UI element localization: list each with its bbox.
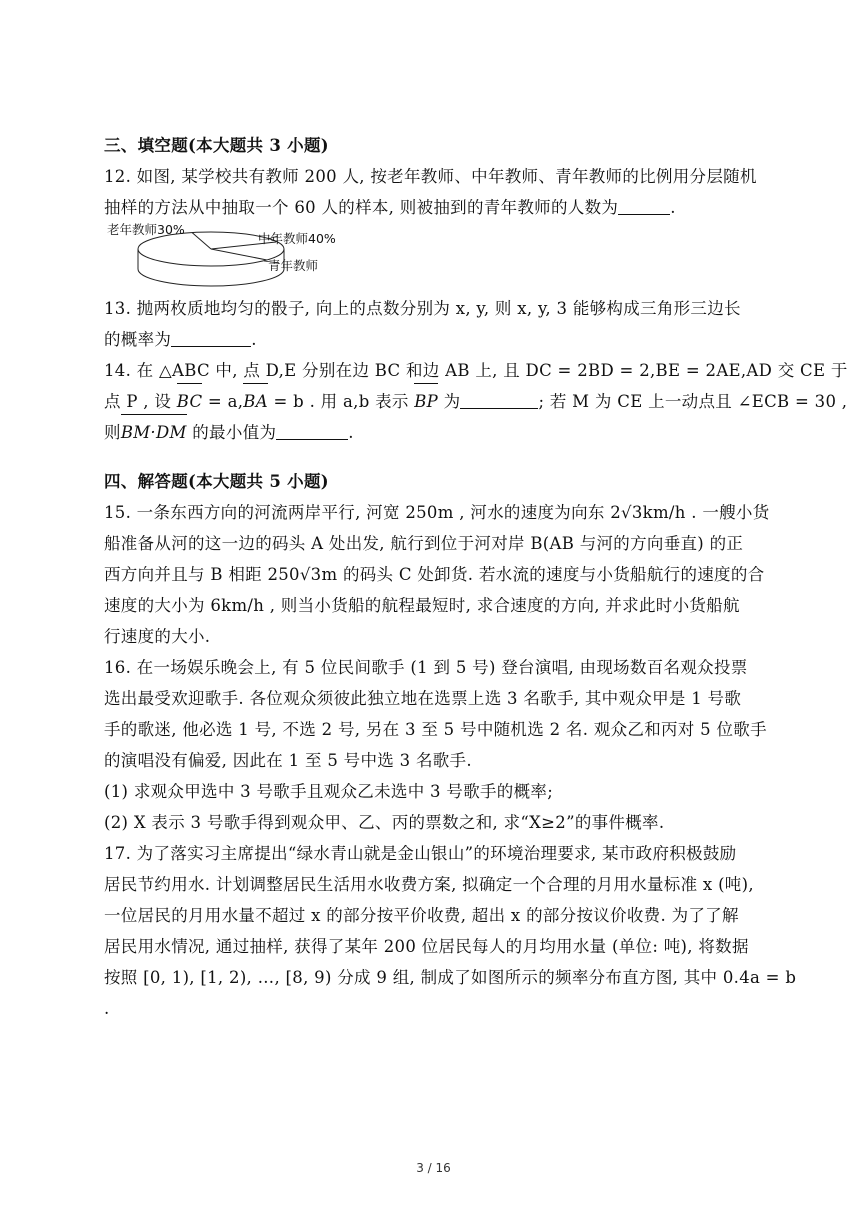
q14-line2 (104, 386, 848, 417)
pie-label-middle: 中年教师40% (258, 231, 336, 246)
q13-line1: 13. 抛两枚质地均匀的骰子, 向上的点数分别为 x, y, 则 x, y, 3 能够构成三角形三边长 (104, 299, 741, 318)
q17-line5: 按照 [0, 1), [1, 2), …, [8, 9) 分成 9 组, 制成了如图所示的频率分布直方图, 其中 0.4a = b (104, 968, 797, 987)
q14-line3 (104, 417, 764, 448)
q12-line2 (104, 192, 764, 223)
q12-answer-blank (618, 198, 670, 215)
q13-line2-end: . (251, 330, 257, 349)
q15-line3: 西方向并且与 B 相距 250√3m 的码头 C 处卸货. 若水流的速度与小货船航行的速度的合 (104, 565, 765, 584)
page-content (104, 130, 848, 1024)
q17-line4: 居民用水情况, 通过抽样, 获得了某年 200 位居民每人的月均用水量 (单位: 吨), 将数据 (104, 937, 749, 956)
q16-line2: 选出最受欢迎歌手. 各位观众须彼此独立地在选票上选 3 名歌手, 其中观众甲是 1 号歌 (104, 689, 742, 708)
pie-label-young: 青年教师 (268, 258, 319, 273)
pie-label-old: 老年教师30% (107, 222, 185, 237)
q14-l2c: = a, (202, 392, 244, 411)
q17-line3: 一位居民的月用水量不超过 x 的部分按平价收费, 超出 x 的部分按议价收费. 为了了解 (104, 906, 739, 925)
q13-answer-blank (171, 330, 251, 347)
section4-heading: 四、解答题(本大题共 5 小题) (104, 472, 329, 491)
section3-heading: 三、填空题(本大题共 3 小题) (104, 136, 329, 155)
q14-answer-blank-2 (276, 423, 348, 440)
q12-line1: 12. 如图, 某学校共有教师 200 人, 按老年教师、中年教师、青年教师的比例用分层随机 (104, 167, 757, 186)
q14-answer-blank-1 (460, 392, 538, 409)
q14-l3a: 则 (104, 423, 121, 442)
q15-line1: 15. 一条东西方向的河流两岸平行, 河宽 250m , 河水的速度为向东 2√3km/h . 一艘小货 (104, 503, 770, 522)
q12-pie-figure (104, 223, 764, 293)
q16-line4: 的演唱没有偏爱, 因此在 1 至 5 号中选 3 名歌手. (104, 751, 472, 770)
q16-part1: (1) 求观众甲选中 3 号歌手且观众乙未选中 3 号歌手的概率; (104, 782, 554, 801)
q16-part2: (2) X 表示 3 号歌手得到观众甲、乙、丙的票数之和, 求“X≥2”的事件概率. (104, 813, 665, 832)
vector-bp: BP (414, 386, 438, 417)
q15-line2: 船准备从河的这一边的码头 A 处出发, 航行到位于河对岸 B(AB 与河的方向垂直) 的正 (104, 534, 744, 553)
q14-line1: 14. 在 △ABC 中, 点 D,E 分别在边 BC 和边 AB 上, 且 DC = 2BD = 2,BE = 2AE,AD 交 CE 于 (104, 361, 848, 380)
q12-line2-end: . (670, 198, 676, 217)
q14-l2a: 点 P , 设 (104, 392, 172, 411)
section-gap (104, 448, 764, 466)
vector-bc: BC (177, 386, 203, 417)
q13-line2 (104, 324, 764, 355)
q13-line2-text: 的概率为 (104, 330, 172, 349)
q12-line2-text: 抽样的方法从中抽取一个 60 人的样本, 则被抽到的青年教师的人数为 (104, 198, 619, 217)
q14-l2e: = b . 用 a,b 表示 (267, 392, 409, 411)
q14-l2h: ; 若 M 为 CE 上一动点且 ∠ECB = 30 , (538, 392, 848, 411)
vector-bm-dm: BM·DM (121, 417, 187, 448)
q16-line3: 手的歌迷, 他必选 1 号, 不选 2 号, 另在 3 至 5 号中随机选 2 名. 观众乙和丙对 5 位歌手 (104, 720, 767, 739)
q17-line6: . (104, 999, 110, 1018)
q17-line2: 居民节约用水. 计划调整居民生活用水收费方案, 拟确定一个合理的月用水量标准 x (吨), (104, 875, 754, 894)
page-number: 3 / 16 (416, 1161, 451, 1175)
q14-l3c: 的最小值为 (186, 423, 277, 442)
q16-line1: 16. 在一场娱乐晚会上, 有 5 位民间歌手 (1 到 5 号) 登台演唱, 由现场数百名观众投票 (104, 658, 748, 677)
q17-line1: 17. 为了落实习主席提出“绿水青山就是金山银山”的环境治理要求, 某市政府积极鼓励 (104, 844, 737, 863)
q14-l2g: 为 (438, 392, 461, 411)
vector-ba: BA (243, 386, 268, 417)
q15-line4: 速度的大小为 6km/h , 则当小货船的航程最短时, 求合速度的方向, 并求此时小货船航 (104, 596, 740, 615)
q15-line5: 行速度的大小. (104, 627, 211, 646)
q14-l3d: . (348, 423, 354, 442)
